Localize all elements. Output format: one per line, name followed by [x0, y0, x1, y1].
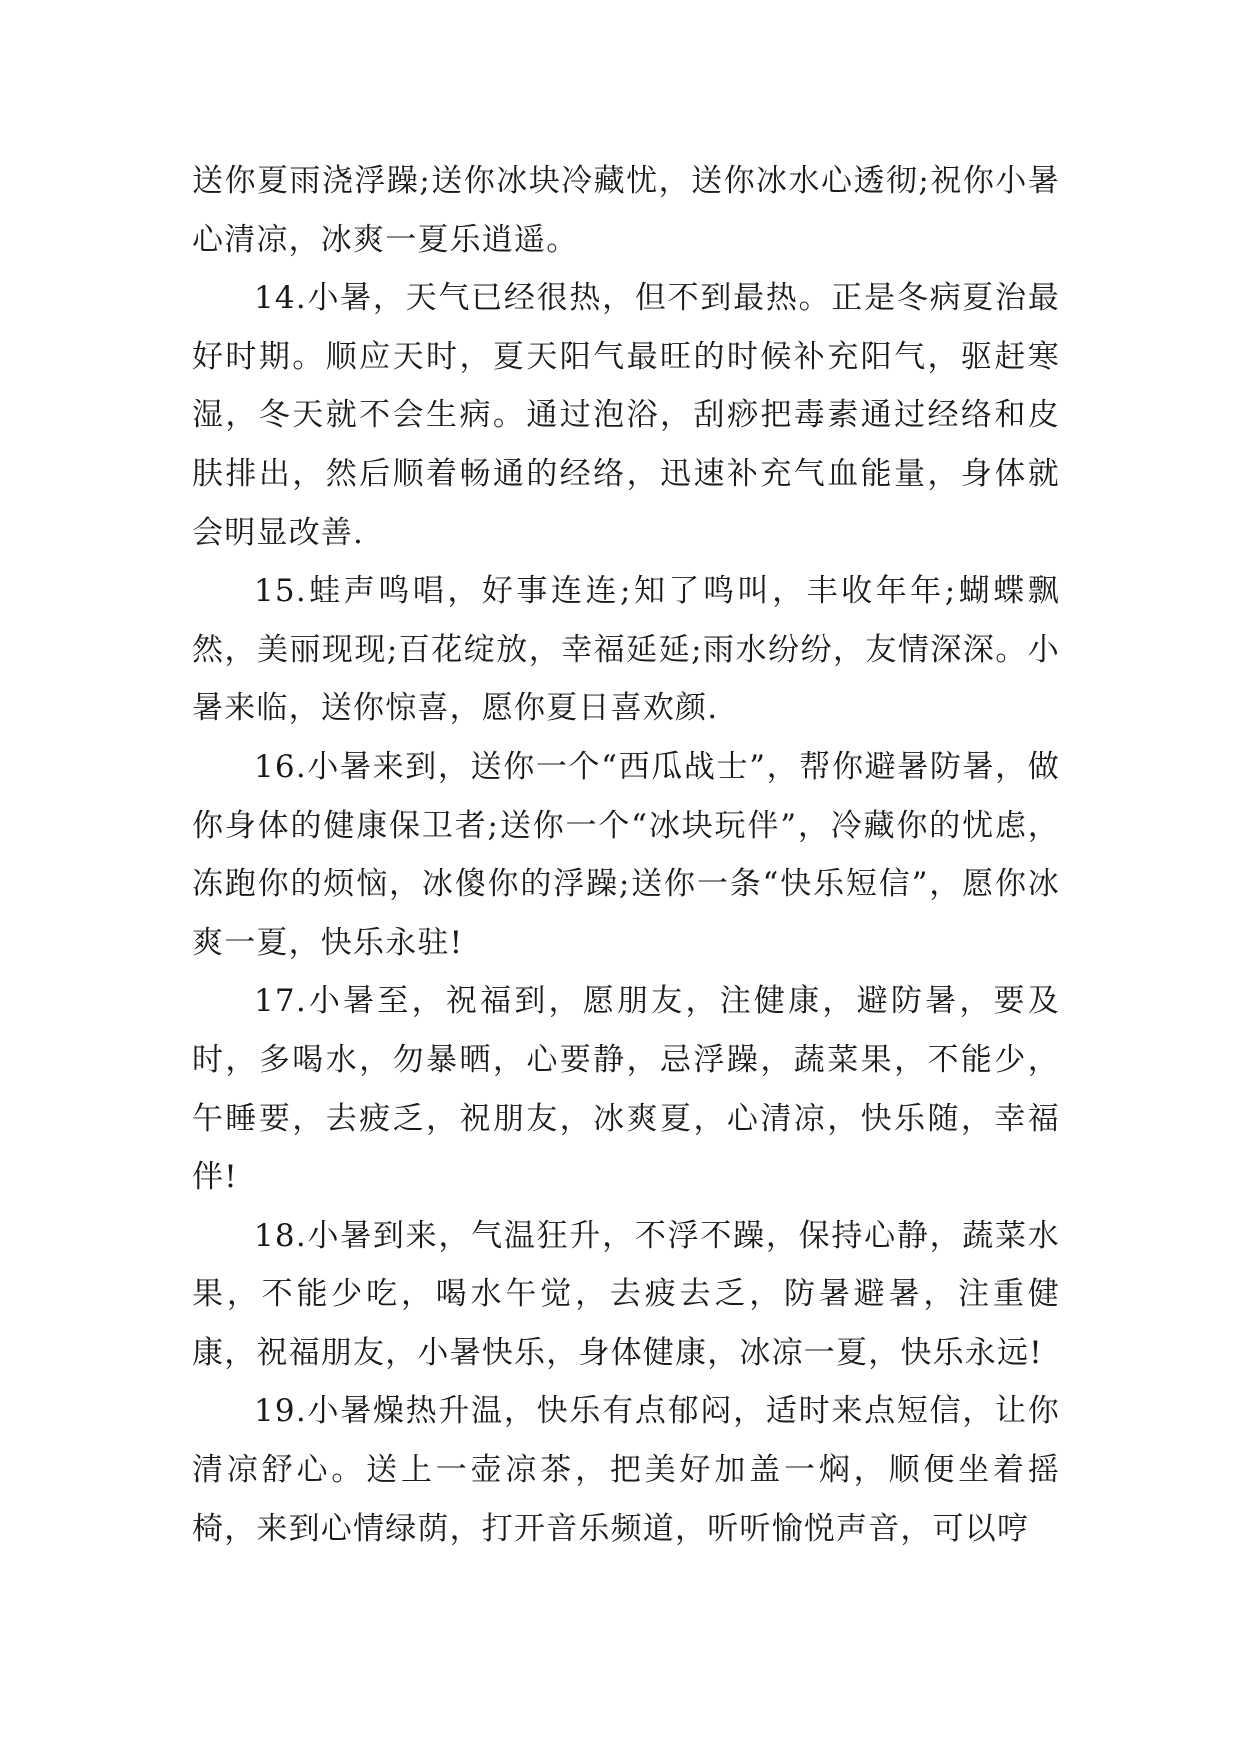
paragraph-16: 16.小暑来到，送你一个“西瓜战士”，帮你避暑防暑，做你身体的健康保卫者;送你一个“冰块玩伴”，冷藏你的忧虑，冻跑你的烦恼，冰傻你的浮躁;送你一条“快乐短信”，愿你冰爽一夏，快乐永驻! — [192, 748, 1060, 961]
paragraph-19: 19.小暑燥热升温，快乐有点郁闷，适时来点短信，让你清凉舒心。送上一壶凉茶，把美好加盖一焖，顺便坐着摇椅，来到心情绿荫，打开音乐频道，听听愉悦声音，可以哼 — [192, 1393, 1060, 1547]
paragraph-17: 17.小暑至，祝福到，愿朋友，注健康，避防暑，要及时，多喝水，勿暴晒，心要静，忌浮躁，蔬菜果，不能少，午睡要，去疲乏，祝朋友，冰爽夏，心清凉，快乐随，幸福伴! — [192, 983, 1060, 1196]
paragraph-continuation: 送你夏雨浇浮躁;送你冰块冷藏忧，送你冰水心透彻;祝你小暑心清凉，冰爽一夏乐逍遥。 — [192, 163, 1060, 258]
paragraph-14: 14.小暑，天气已经很热，但不到最热。正是冬病夏治最好时期。顺应天时，夏天阳气最旺的时候补充阳气，驱赶寒湿，冬天就不会生病。通过泡浴，刮痧把毒素通过经络和皮肤排出，然后顺着畅通的经络，迅速补充气血能量，身体就会明显改善. — [192, 280, 1060, 551]
paragraph-18: 18.小暑到来，气温狂升，不浮不躁，保持心静，蔬菜水果，不能少吃，喝水午觉，去疲去乏，防暑避暑，注重健康，祝福朋友，小暑快乐，身体健康，冰凉一夏，快乐永远! — [192, 1217, 1060, 1371]
document-page — [192, 152, 1060, 1602]
paragraph-15: 15.蛙声鸣唱，好事连连;知了鸣叫，丰收年年;蝴蝶飘然，美丽现现;百花绽放，幸福延延;雨水纷纷，友情深深。小暑来临，送你惊喜，愿你夏日喜欢颜. — [192, 573, 1060, 727]
